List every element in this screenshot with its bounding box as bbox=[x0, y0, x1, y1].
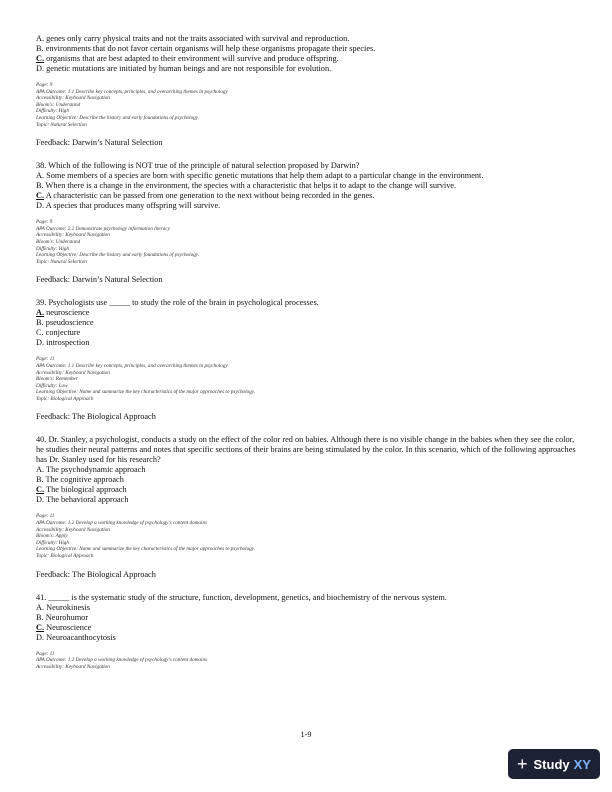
plus-icon: + bbox=[517, 754, 528, 774]
metadata-line: Page: 9 bbox=[36, 219, 53, 226]
option-letter: A. bbox=[36, 602, 45, 612]
answer-option bbox=[36, 171, 576, 181]
option-letter: B. bbox=[36, 181, 44, 191]
answer-options bbox=[36, 603, 576, 643]
metadata-line: APA Outcome: 1.2 Develop a working knowledge of psychology's content domains bbox=[36, 520, 208, 527]
option-letter: C. bbox=[36, 191, 45, 201]
answer-option bbox=[36, 485, 576, 495]
metadata-line: Page: 11 bbox=[36, 513, 55, 520]
option-text: environments that do not favor certain organisms will help these organisms propagate their species. bbox=[45, 44, 376, 53]
option-text: Neurohumor bbox=[45, 612, 89, 622]
metadata-line: APA Outcome: 1.1 Describe key concepts, principles, and overarching themes in psychology bbox=[36, 88, 228, 95]
metadata-line: Accessibility: Keyboard Navigation bbox=[36, 663, 110, 670]
answer-options bbox=[36, 308, 576, 348]
question-metadata bbox=[36, 513, 576, 559]
metadata-line: Accessibility: Keyboard Navigation bbox=[36, 232, 110, 239]
answer-option bbox=[36, 318, 576, 328]
question-block bbox=[36, 161, 576, 285]
feedback-line: Feedback: The Biological Approach bbox=[36, 569, 156, 579]
question-stem: 38. Which of the following is NOT true of the principle of natural selection proposed by Darwin? bbox=[36, 161, 360, 171]
feedback-line: Feedback: Darwin’s Natural Selection bbox=[36, 275, 163, 285]
metadata-line: Bloom's: Understand bbox=[36, 238, 81, 245]
question-block bbox=[36, 298, 576, 422]
option-text: The biological approach bbox=[46, 485, 127, 495]
option-letter: D. bbox=[36, 632, 45, 642]
answer-option bbox=[36, 34, 576, 44]
metadata-line: Difficulty: High bbox=[36, 245, 69, 252]
question-stem: 39. Psychologists use _____ to study the role of the brain in psychological processes. bbox=[36, 298, 319, 308]
option-letter: C. bbox=[36, 54, 45, 63]
answer-option bbox=[36, 465, 576, 475]
option-letter: A. bbox=[36, 465, 45, 475]
metadata-line: Difficulty: High bbox=[36, 539, 69, 546]
feedback-line: Feedback: The Biological Approach bbox=[36, 412, 156, 422]
metadata-line: Page: 9 bbox=[36, 82, 53, 88]
metadata-line: APA Outcome: 2.2 Demonstrate psychology information literacy bbox=[36, 225, 170, 232]
answer-option bbox=[36, 495, 576, 505]
answer-option bbox=[36, 633, 576, 643]
option-letter: B. bbox=[36, 612, 44, 622]
option-letter: B. bbox=[36, 318, 44, 328]
answer-option bbox=[36, 475, 576, 485]
studyxy-logo bbox=[508, 749, 600, 779]
metadata-line: Difficulty: High bbox=[36, 108, 69, 115]
answer-option bbox=[36, 64, 576, 74]
option-text: genetic mutations are initiated by human beings and are not responsible for evolution. bbox=[46, 64, 332, 73]
option-text: genes only carry physical traits and not the traits associated with survival and reproduction. bbox=[46, 34, 350, 43]
option-text: Neurokinesis bbox=[46, 602, 90, 612]
option-letter: B. bbox=[36, 44, 44, 53]
question-block bbox=[36, 593, 576, 671]
option-letter: A. bbox=[36, 308, 45, 318]
metadata-line: Topic: Natural Selection bbox=[36, 121, 87, 128]
answer-option bbox=[36, 328, 576, 338]
answer-option bbox=[36, 308, 576, 318]
metadata-line: Page: 11 bbox=[36, 650, 55, 657]
answer-option bbox=[36, 603, 576, 613]
metadata-line: Accessibility: Keyboard Navigation bbox=[36, 369, 110, 376]
question-block bbox=[36, 435, 576, 579]
answer-option bbox=[36, 181, 576, 191]
question-metadata bbox=[36, 356, 576, 402]
option-letter: D. bbox=[36, 64, 45, 73]
question-metadata bbox=[36, 219, 576, 265]
option-letter: D. bbox=[36, 495, 45, 505]
answer-option bbox=[36, 44, 576, 54]
question-metadata bbox=[36, 651, 576, 671]
option-letter: A. bbox=[36, 171, 45, 181]
option-text: conjecture bbox=[45, 328, 81, 338]
answer-option bbox=[36, 54, 576, 64]
metadata-line: Page: 11 bbox=[36, 356, 55, 363]
question-stem: 40. Dr. Stanley, a psychologist, conducts a study on the effect of the color red on babies. Although there is no visible change in the babies when they see the color, he studies their neural patterns and notes that specific sections of their brains are being stimulated by the color. In this scenario, which of the following approaches has Dr. Stanley used for his research? bbox=[36, 435, 576, 465]
logo-brand-accent: XY bbox=[573, 756, 591, 772]
option-text: Neuroacanthocytosis bbox=[46, 632, 116, 642]
answer-option bbox=[36, 623, 576, 633]
option-text: A characteristic can be passed from one generation to the next without being recorded in the genes. bbox=[45, 191, 375, 201]
metadata-line: Bloom's: Apply bbox=[36, 533, 68, 540]
answer-option bbox=[36, 613, 576, 623]
metadata-line: Difficulty: Low bbox=[36, 382, 68, 389]
metadata-line: Bloom's: Remember bbox=[36, 376, 78, 383]
answer-option bbox=[36, 191, 576, 201]
document-page bbox=[36, 34, 576, 670]
logo-brand: Study bbox=[533, 756, 570, 772]
metadata-line: Learning Objective: Describe the history and early foundations of psychology. bbox=[36, 252, 200, 259]
option-text: introspection bbox=[46, 338, 90, 348]
option-letter: C. bbox=[36, 328, 44, 338]
metadata-line: Bloom's: Understand bbox=[36, 101, 81, 108]
metadata-line: Accessibility: Keyboard Navigation bbox=[36, 95, 110, 102]
answer-options bbox=[36, 171, 576, 211]
option-letter: A. bbox=[36, 34, 45, 43]
option-text: A species that produces many offspring will survive. bbox=[45, 201, 221, 211]
metadata-line: Topic: Natural Selection bbox=[36, 258, 87, 265]
metadata-line: Accessibility: Keyboard Navigation bbox=[36, 526, 110, 533]
option-letter: C. bbox=[36, 622, 45, 632]
question-stem: 41. _____ is the systematic study of the structure, function, development, genetics, and biochemistry of the nervous system. bbox=[36, 592, 447, 602]
option-letter: D. bbox=[36, 201, 45, 211]
answer-option bbox=[36, 338, 576, 348]
option-text: The psychodynamic approach bbox=[46, 465, 146, 475]
option-letter: C. bbox=[36, 485, 45, 495]
metadata-line: APA Outcome: 1.1 Describe key concepts, principles, and overarching themes in psychology bbox=[36, 362, 228, 369]
option-text: organisms that are best adapted to their environment will survive and produce offspring. bbox=[46, 54, 339, 63]
metadata-line: APA Outcome: 1.2 Develop a working knowledge of psychology's content domains bbox=[36, 657, 208, 664]
option-text: Some members of a species are born with specific genetic mutations that help them adapt to a particular change in the environment. bbox=[46, 171, 484, 181]
option-text: The behavioral approach bbox=[46, 495, 129, 505]
option-text: When there is a change in the environment, the species with a characteristic that helps it to adapt to the change will survive. bbox=[45, 181, 457, 191]
option-text: Neuroscience bbox=[46, 622, 92, 632]
metadata-line: Learning Objective: Describe the history and early foundations of psychology. bbox=[36, 114, 200, 121]
metadata-line: Learning Objective: Name and summarize the key characteristics of the major approaches to psychology. bbox=[36, 389, 256, 396]
answer-options bbox=[36, 34, 576, 74]
metadata-line: Learning Objective: Name and summarize the key characteristics of the major approaches to psychology. bbox=[36, 546, 256, 553]
page-number: 1-9 bbox=[300, 730, 312, 739]
question-list bbox=[36, 161, 576, 670]
option-letter: D. bbox=[36, 338, 45, 348]
option-letter: B. bbox=[36, 475, 44, 485]
option-text: The cognitive approach bbox=[45, 475, 124, 485]
question-metadata bbox=[36, 82, 576, 128]
metadata-line: Topic: Biological Approach bbox=[36, 395, 94, 402]
answer-options bbox=[36, 465, 576, 505]
option-text: neuroscience bbox=[46, 308, 90, 318]
answer-option bbox=[36, 201, 576, 211]
feedback-line: Feedback: Darwin’s Natural Selection bbox=[36, 138, 163, 148]
option-text: pseudoscience bbox=[45, 318, 94, 328]
metadata-line: Topic: Biological Approach bbox=[36, 553, 94, 560]
